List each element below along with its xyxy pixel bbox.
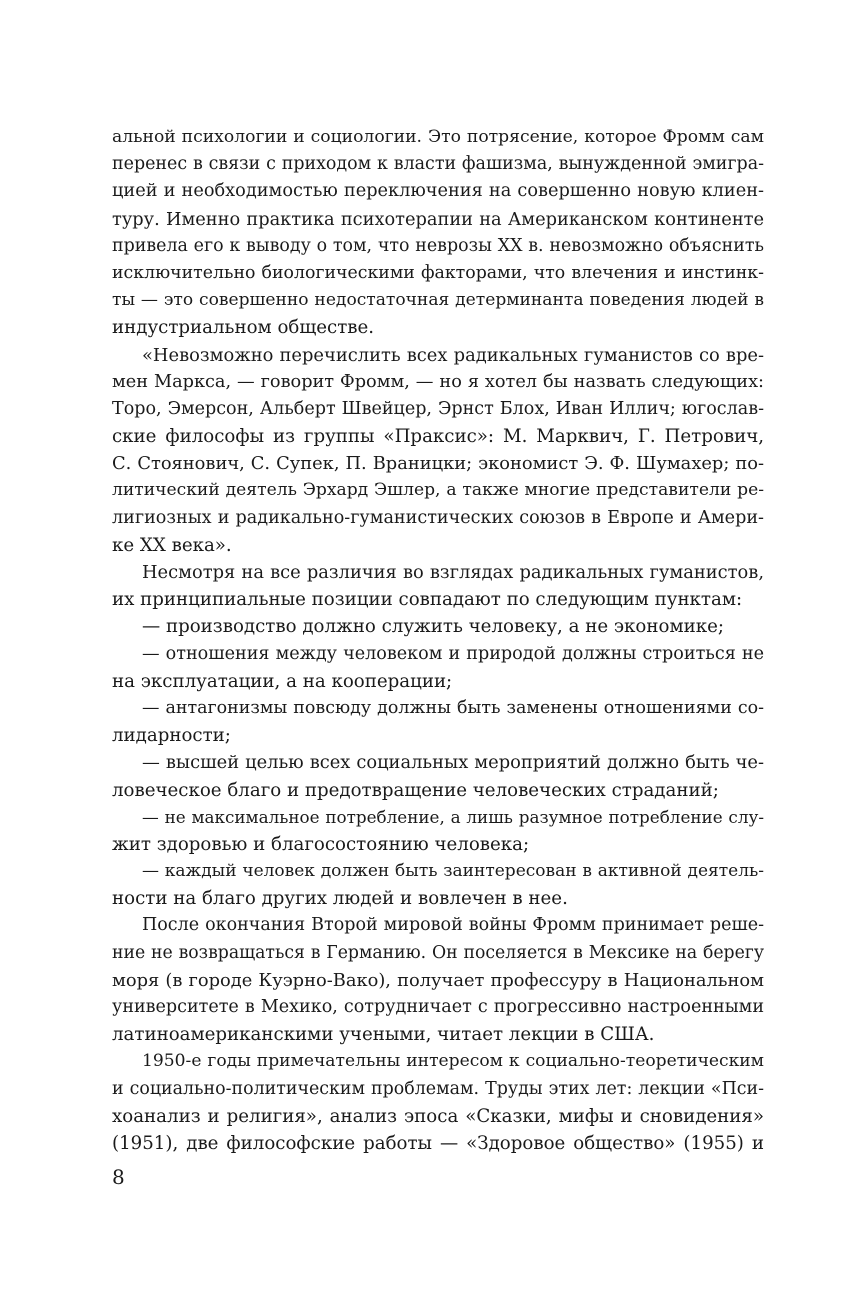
text-line: альной психологии и социологии. Это потрясение, которое Фромм сам [112,127,764,147]
text-line: привела его к выводу о том, что неврозы XX в. невозможно объяснить [112,235,764,256]
text-line: лигиозных и радикально-гуманистических союзов в Европе и Амери- [112,507,764,528]
text-line: Торо, Эмерсон, Альберт Швейцер, Эрнст Блох, Иван Иллич; югослав- [112,398,764,419]
text-line: и социально-политическим проблемам. Труды этих лет: лекции «Пси- [112,1078,764,1099]
text-line: После окончания Второй мировой войны Фромм принимает реше- [142,915,764,936]
text-line: литический деятель Эрхард Эшлер, а также многие представители ре- [112,480,764,501]
text-line: хоанализ и религия», анализ эпоса «Сказки, мифы и сновидения» [112,1105,764,1127]
text-line: — высшей целью всех социальных мероприятий должно быть че- [142,752,764,774]
text-line: — не максимальное потребление, а лишь разумное потребление слу- [142,806,764,827]
text-line: С. Стоянович, С. Супек, П. Враницки; экономист Э. Ф. Шумахер; по- [112,453,764,475]
text-line: цией и необходимостью переключения на совершенно новую клиен- [112,181,764,202]
text-line: исключительно биологическими факторами, что влечения и инстинк- [112,262,764,283]
body-text [112,124,764,1157]
text-line: их принципиальные позиции совпадают по следующим пунктам: [112,589,743,611]
text-line: (1951), две философские работы — «Здоровое общество» (1955) и [112,1132,764,1154]
text-line: — производство должно служить человеку, а не экономике; [142,616,724,638]
text-line: туру. Именно практика психотерапии на Американском континенте [112,208,764,230]
text-line: — антагонизмы повсюду должны быть заменены отношениями со- [142,697,764,718]
text-line: жит здоровью и благосостоянию человека; [112,833,530,855]
text-line: на эксплуатации, а на кооперации; [112,670,453,692]
text-line: «Невозможно перечислить всех радикальных гуманистов со вре- [142,344,764,366]
text-line: ке XX века». [112,534,232,556]
text-line: индустриальном обществе. [112,317,375,339]
text-line: мен Маркса, — говорит Фромм, — но я хотел бы назвать следующих: [112,371,764,392]
text-line: ские философы из группы «Праксис»: М. Марквич, Г. Петрович, [112,426,764,448]
text-line: — отношения между человеком и природой должны строиться не [142,643,764,664]
text-line: университете в Мехико, сотрудничает с прогрессивно настроенными [112,997,764,1017]
text-line: моря (в городе Куэрно-Вако), получает профессуру в Национальном [112,969,764,991]
text-line: ты — это совершенно недостаточная детерминанта поведения людей в [112,290,764,311]
text-line: ние не возвращаться в Германию. Он поселяется в Мексике на берегу [112,942,764,963]
text-line: лидарности; [112,725,231,747]
text-line: 1950-е годы примечательны интересом к социально-теоретическим [142,1051,764,1072]
page-number: 8 [112,1165,125,1189]
text-line: перенес в связи с приходом к власти фашизма, вынужденной эмигра- [112,154,764,175]
text-line: ности на благо других людей и вовлечен в нее. [112,888,568,910]
text-line: ловеческое благо и предотвращение человеческих страданий; [112,779,719,801]
text-line: латиноамериканскими учеными, читает лекции в США. [112,1024,655,1046]
text-line: — каждый человек должен быть заинтересован в активной деятель- [142,861,764,882]
text-line: Несмотря на все различия во взглядах радикальных гуманистов, [142,562,764,583]
